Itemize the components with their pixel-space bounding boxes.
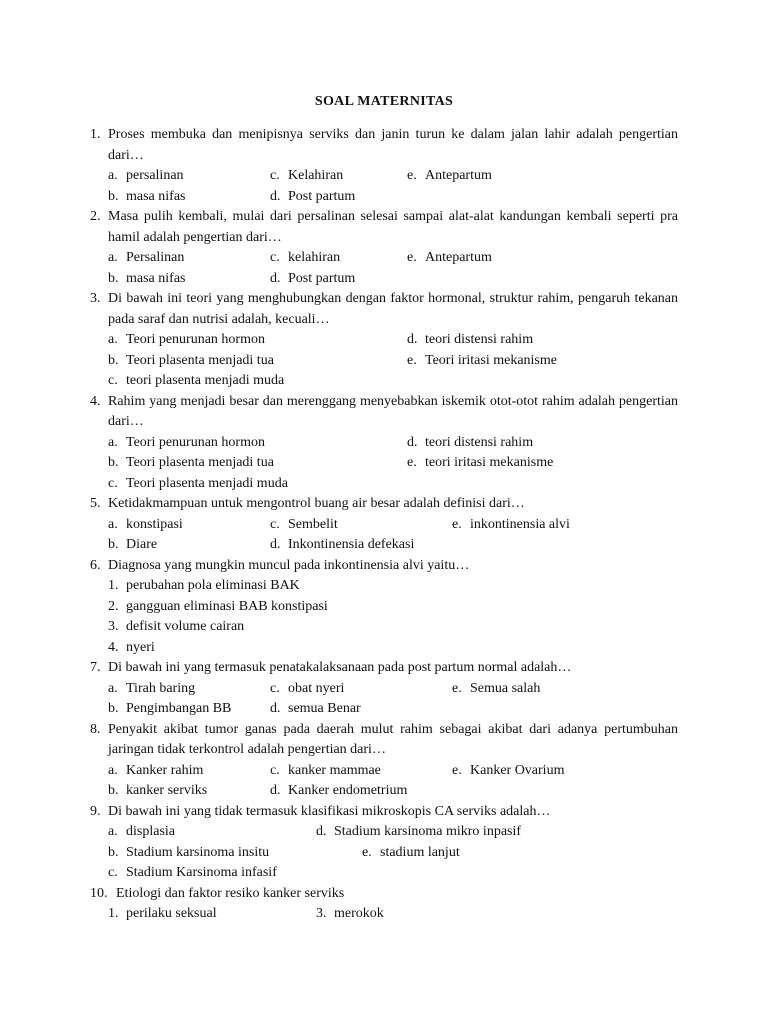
option-text: Sembelit [288,516,338,532]
option-text: persalinan [126,168,184,183]
option-a [108,822,175,843]
question-text: Proses membuka dan menipisnya serviks dan janin turun ke dalam jalan lahir adalah pengertian dari… [108,127,678,163]
question-5 [90,494,678,556]
question-number: 9. [90,803,101,819]
question-4 [90,392,678,495]
option-label: a. [108,168,118,183]
option-d [270,535,414,556]
option-d [316,822,521,843]
option-label: c. [108,373,118,388]
option-label: 2. [108,598,119,614]
option-b [108,781,207,802]
option-label: d. [270,270,281,286]
question-stem [90,289,678,330]
option-text: Pengimbangan BB [126,701,232,716]
option-text: perilaku seksual [126,906,217,921]
option-text: obat nyeri [288,680,345,696]
question-6 [90,556,678,659]
option-e [407,248,492,269]
question-stem [90,884,678,905]
option-a [108,166,184,187]
question-9 [90,802,678,884]
option-text: defisit volume cairan [126,619,245,634]
option-e [362,843,460,864]
option-e [407,166,492,187]
option-label: 4. [108,639,119,655]
option-d [270,187,355,208]
question-text: Etiologi dan faktor resiko kanker serviks [116,885,345,901]
option-label: d. [407,332,418,347]
option-text: Kanker Ovarium [470,762,565,778]
option-text: kelahiran [288,250,341,265]
option-a [108,248,184,269]
option-a [108,761,203,782]
option-e [452,515,570,536]
option-d [270,269,355,290]
option-list [108,330,678,392]
option-label: b. [108,270,119,286]
question-stem [90,658,678,679]
question-text: Diagnosa yang mungkin muncul pada inkontinensia alvi yaitu… [108,557,470,573]
option-b [108,535,157,556]
option-d [270,699,361,720]
option-c [108,371,284,392]
option-a [108,679,195,700]
option-d [407,433,533,454]
option-text: displasia [126,824,175,839]
option-text: gangguan eliminasi BAB konstipasi [126,598,328,614]
option-text: Inkontinensia defekasi [288,537,415,552]
question-number: 2. [90,209,101,224]
option-label: a. [108,332,118,347]
option-text: merokok [334,906,384,921]
option-b [108,269,185,290]
option-label: c. [270,516,280,532]
question-text: Rahim yang menjadi besar dan merenggang menyebabkan iskemik otot-otot rahim adalah pengertian dari… [108,393,678,429]
option-label: d. [270,537,281,552]
question-stem [90,207,678,248]
option-text: kanker serviks [126,783,208,798]
option-text: semua Benar [288,701,361,716]
option-4 [108,638,155,659]
option-1 [108,576,300,597]
option-list [108,761,678,802]
option-label: c. [270,250,280,265]
option-text: Stadium karsinoma insitu [126,844,270,860]
question-number: 3. [90,291,101,306]
question-text: Ketidakmampuan untuk mengontrol buang air besar adalah definisi dari… [108,496,525,511]
option-text: Tirah baring [126,680,196,696]
option-label: b. [108,455,119,470]
option-list [108,679,678,720]
option-e [452,761,564,782]
option-label: b. [108,537,119,552]
option-b [108,699,231,720]
option-e [407,453,553,474]
option-label: a. [108,250,118,265]
question-stem [90,802,678,823]
option-label: a. [108,680,118,696]
option-text: Kanker rahim [126,762,204,778]
option-d [270,781,407,802]
option-text: masa nifas [126,188,186,204]
question-10 [90,884,678,925]
option-text: masa nifas [126,270,186,286]
option-label: c. [108,865,118,880]
option-label: c. [270,168,280,183]
question-number: 5. [90,496,101,511]
option-c [108,474,288,495]
question-number: 4. [90,393,101,409]
option-label: b. [108,188,119,204]
option-label: b. [108,352,119,368]
option-c [270,515,338,536]
question-number: 7. [90,660,101,675]
question-list [90,125,678,925]
option-text: Teori penurunan hormon [126,434,265,450]
option-text: Antepartum [425,168,492,183]
option-text: nyeri [126,639,155,655]
option-label: e. [407,455,417,470]
option-label: a. [108,762,118,778]
option-b [108,187,185,208]
question-text: Di bawah ini yang tidak termasuk klasifikasi mikroskopis CA serviks adalah… [108,803,551,819]
option-2 [108,597,328,618]
option-label: c. [270,762,280,778]
option-a [108,433,265,454]
question-2 [90,207,678,289]
option-text: Teori plasenta menjadi muda [126,475,288,491]
option-text: Stadium Karsinoma infasif [126,865,277,880]
option-e [452,679,540,700]
option-label: e. [407,352,417,368]
option-text: Kanker endometrium [288,783,408,798]
option-label: a. [108,434,118,450]
option-label: 1. [108,578,119,593]
option-a [108,515,183,536]
option-text: Teori iritasi mekanisme [425,352,557,368]
option-text: Persalinan [126,250,185,265]
option-text: konstipasi [126,516,183,532]
option-label: e. [362,844,372,860]
question-stem [90,720,678,761]
option-text: Antepartum [425,250,492,265]
question-number: 1. [90,127,101,142]
question-3 [90,289,678,392]
option-c [108,863,277,884]
option-e [407,351,557,372]
question-text: Penyakit akibat tumor ganas pada daerah mulut rahim sebagai akibat dari adanya pertumbuhan jaringan tidak terkontrol adalah pengertian dari… [108,721,678,757]
option-label: e. [452,762,462,778]
option-text: Post partum [288,188,356,204]
option-label: b. [108,783,119,798]
option-text: Kelahiran [288,168,344,183]
option-label: b. [108,844,119,860]
option-c [270,679,344,700]
option-label: c. [270,680,280,696]
option-text: Post partum [288,270,356,286]
option-c [270,761,381,782]
question-text: Di bawah ini teori yang menghubungkan dengan faktor hormonal, struktur rahim, pengaruh tekanan pada saraf dan nutrisi adalah, kecuali… [108,291,678,327]
option-list [108,822,678,884]
option-list [108,248,678,289]
option-label: d. [270,783,281,798]
option-text: Teori penurunan hormon [126,332,265,347]
option-b [108,843,269,864]
option-3 [316,904,384,925]
question-stem [90,494,678,515]
option-label: 1. [108,906,119,921]
option-label: 3. [316,906,327,921]
option-text: Stadium karsinoma mikro inpasif [334,824,522,839]
option-label: b. [108,701,119,716]
option-c [270,248,340,269]
option-text: teori plasenta menjadi muda [126,373,285,388]
option-list [108,166,678,207]
option-label: c. [108,475,118,491]
option-text: teori distensi rahim [425,332,534,347]
question-number: 10. [90,885,108,901]
question-text: Masa pulih kembali, mulai dari persalinan selesai sampai alat-alat kandungan kembali seperti pra hamil adalah pengertian dari… [108,209,678,245]
option-text: inkontinensia alvi [470,516,570,532]
question-stem [90,125,678,166]
question-7 [90,658,678,720]
option-text: Teori plasenta menjadi tua [126,455,274,470]
option-label: e. [407,168,417,183]
option-b [108,453,274,474]
option-list [108,904,678,925]
option-label: a. [108,516,118,532]
question-text: Di bawah ini yang termasuk penatakalaksanaan pada post partum normal adalah… [108,660,572,675]
option-3 [108,617,244,638]
option-label: 3. [108,619,119,634]
question-number: 8. [90,721,101,737]
option-c [270,166,343,187]
option-label: d. [407,434,418,450]
option-text: perubahan pola eliminasi BAK [126,578,300,593]
option-text: teori iritasi mekanisme [425,455,554,470]
question-8 [90,720,678,802]
option-list [108,576,678,658]
option-text: kanker mammae [288,762,381,778]
option-a [108,330,265,351]
option-label: d. [316,824,327,839]
option-d [407,330,533,351]
option-label: d. [270,188,281,204]
question-1 [90,125,678,207]
question-stem [90,556,678,577]
question-number: 6. [90,557,101,573]
option-1 [108,904,217,925]
option-label: d. [270,701,281,716]
option-text: stadium lanjut [380,844,460,860]
option-label: e. [452,516,462,532]
page-title: SOAL MATERNITAS [314,94,454,109]
question-stem [90,392,678,433]
option-text: Semua salah [470,680,541,696]
option-text: teori distensi rahim [425,434,534,450]
option-text: Teori plasenta menjadi tua [126,352,274,368]
option-label: e. [407,250,417,265]
option-list [108,515,678,556]
option-b [108,351,274,372]
option-list [108,433,678,495]
option-text: Diare [126,537,158,552]
option-label: e. [452,680,462,696]
option-label: a. [108,824,118,839]
